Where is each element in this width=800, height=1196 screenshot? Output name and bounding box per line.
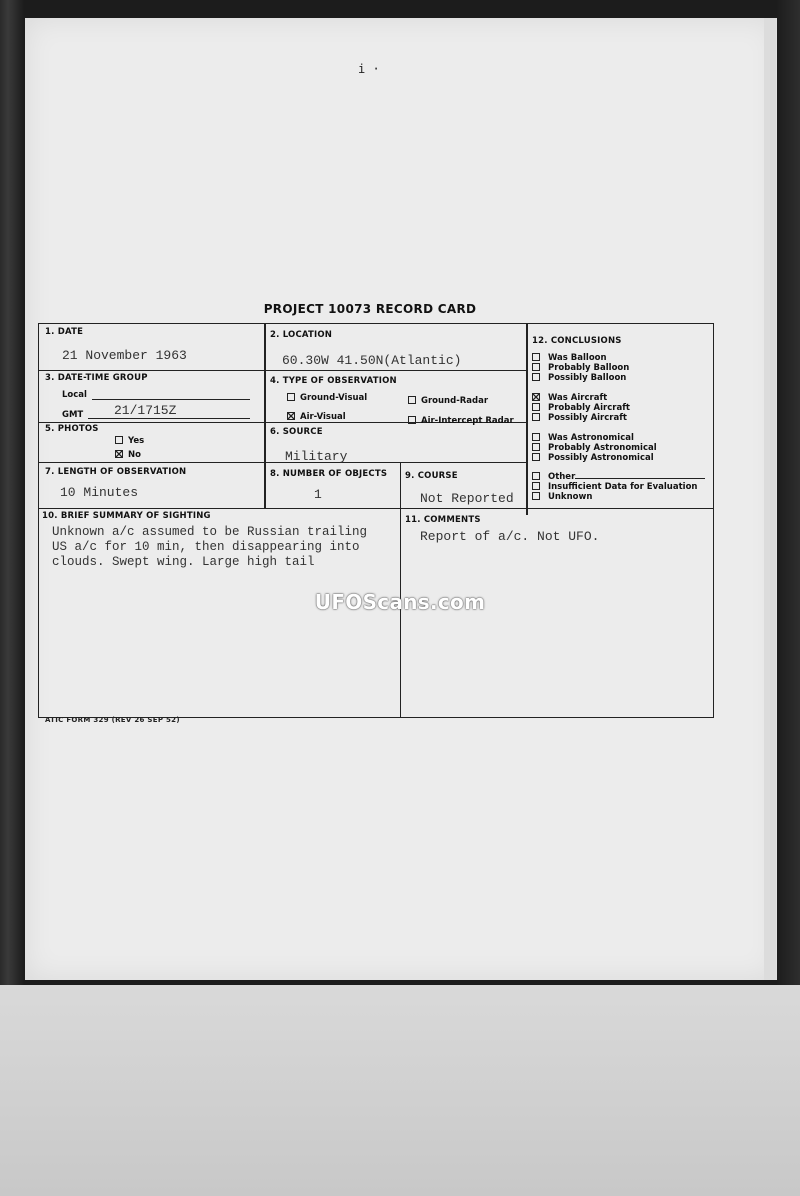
conclusion-was-balloon: Was Balloon [532,353,629,363]
checkbox-insufficient-data [532,482,540,490]
comments-value: Report of a/c. Not UFO. [420,529,600,544]
local-line [92,399,250,400]
conclusion-was-astronomical: Was Astronomical [532,433,657,443]
conclusion-insufficient-data: Insufficient Data for Evaluation [532,482,705,492]
conclusion-was-aircraft: Was Aircraft [532,393,630,403]
page-edge [764,18,776,980]
gmt-value: 21/1715Z [114,403,177,418]
option-air-intercept-radar: Air-Intercept Radar [408,416,514,426]
conclusion-unknown: Unknown [532,492,705,502]
course-value: Not Reported [420,491,514,506]
divider-row1 [38,370,527,371]
photo-option-yes: Yes [115,436,144,446]
checkbox-ground-radar [408,396,416,404]
divider-row3 [38,462,527,463]
type-label: 4. TYPE OF OBSERVATION [270,376,397,386]
option-ground-visual: Ground-Visual [287,393,367,403]
option-air-visual: Air-Visual [287,412,346,422]
course-label: 9. COURSE [405,471,458,481]
checkbox-other [532,472,540,480]
conclusion-other: Other [532,472,705,482]
form-footer: ATIC FORM 329 (REV 26 SEP 52) [45,716,180,724]
checkbox-probably-aircraft [532,403,540,411]
conclusion-probably-aircraft: Probably Aircraft [532,403,630,413]
objects-value: 1 [314,487,322,502]
photos-label: 5. PHOTOS [45,424,99,434]
option-ground-radar: Ground-Radar [408,396,488,406]
other-line [575,478,705,479]
checkbox-possibly-balloon [532,373,540,381]
location-label: 2. LOCATION [270,330,333,340]
card-title: PROJECT 10073 RECORD CARD [263,302,477,316]
dtg-label: 3. DATE-TIME GROUP [45,373,148,383]
scanner-bed [0,985,800,1196]
source-value: Military [285,449,348,464]
checkbox-unknown [532,492,540,500]
conclusions-label: 12. CONCLUSIONS [532,336,622,346]
checkbox-possibly-aircraft [532,413,540,421]
checkbox-ground-visual [287,393,295,401]
conclusions-aircraft-group [532,393,630,423]
comments-label: 11. COMMENTS [405,515,481,525]
conclusion-possibly-aircraft: Possibly Aircraft [532,413,630,423]
summary-label: 10. BRIEF SUMMARY OF SIGHTING [42,511,211,521]
conclusion-possibly-balloon: Possibly Balloon [532,373,629,383]
page-mark: i · [358,62,380,76]
summary-line: clouds. Swept wing. Large high tail [52,555,315,569]
watermark: UFOScans.com [314,590,486,614]
source-label: 6. SOURCE [270,427,323,437]
gmt-label: GMT [62,410,84,420]
checkbox-air-intercept-radar [408,416,416,424]
conclusions-astronomical-group [532,433,657,463]
checkbox-probably-astronomical [532,443,540,451]
date-value: 21 November 1963 [62,348,187,363]
location-value: 60.30W 41.50N(Atlantic) [282,353,462,368]
length-label: 7. LENGTH OF OBSERVATION [45,467,187,477]
conclusion-probably-astronomical: Probably Astronomical [532,443,657,453]
objects-label: 8. NUMBER OF OBJECTS [270,469,388,479]
divider-conclusions [526,323,528,515]
checkbox-possibly-astronomical [532,453,540,461]
conclusions-other-group [532,472,705,502]
divider-col1 [264,323,266,509]
checkbox-air-visual [287,412,295,420]
summary-line: US a/c for 10 min, then disappearing into [52,540,360,554]
gmt-line [88,418,250,419]
checkbox-was-aircraft [532,393,540,401]
summary-text [52,525,367,570]
conclusions-balloon-group [532,353,629,383]
checkbox-no [115,450,123,458]
checkbox-yes [115,436,123,444]
checkbox-was-astronomical [532,433,540,441]
checkbox-was-balloon [532,353,540,361]
conclusion-possibly-astronomical: Possibly Astronomical [532,453,657,463]
photo-option-no: No [115,450,141,460]
conclusion-probably-balloon: Probably Balloon [532,363,629,373]
local-label: Local [62,390,87,400]
length-value: 10 Minutes [60,485,139,500]
summary-line: Unknown a/c assumed to be Russian trailing [52,525,368,539]
date-label: 1. DATE [45,327,84,337]
checkbox-probably-balloon [532,363,540,371]
divider-row4 [38,508,714,509]
